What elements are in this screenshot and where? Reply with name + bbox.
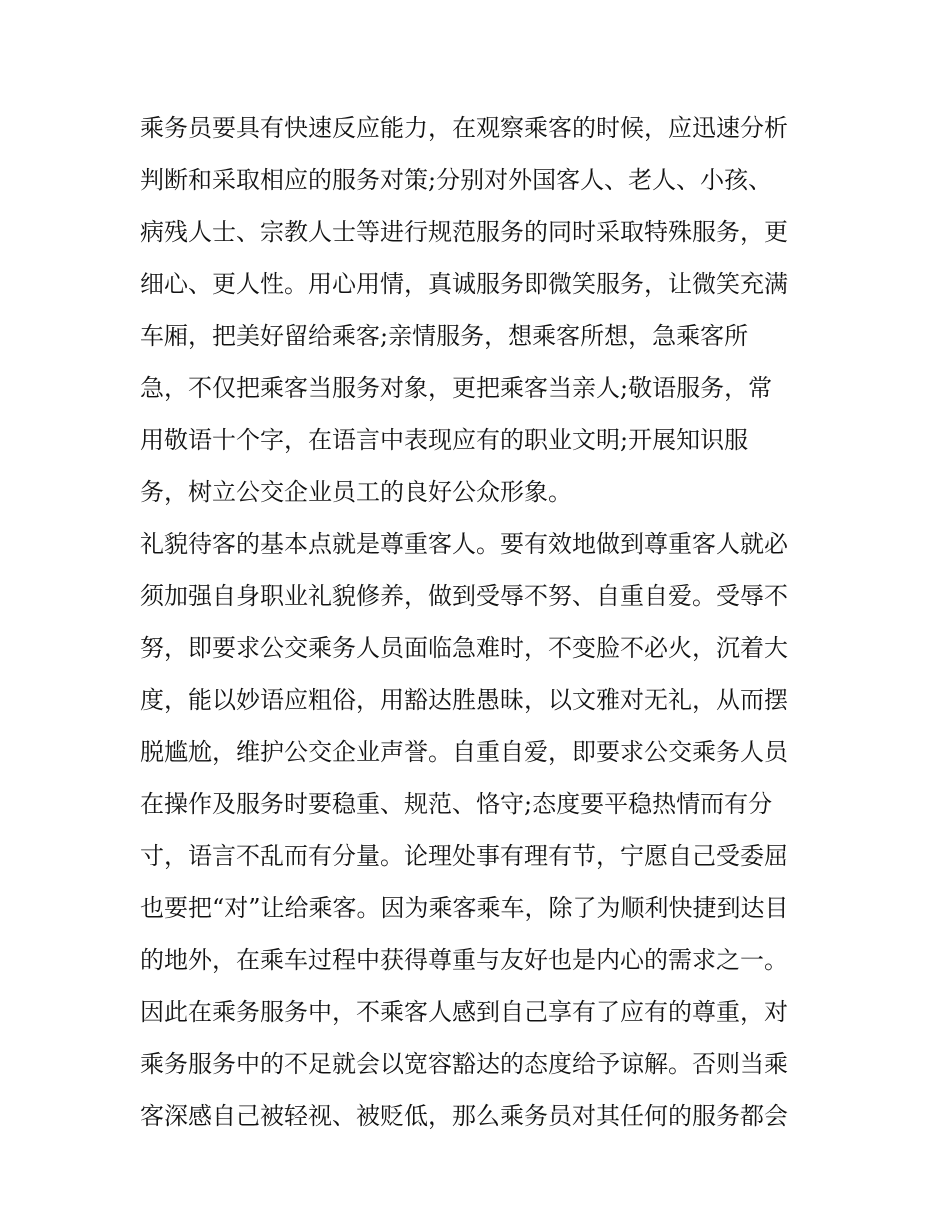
text-line: 病残人士、宗教人士等进行规范服务的同时采取特殊服务，更	[140, 218, 788, 246]
paragraph-service-skills	[140, 102, 820, 518]
text-line: 车厢，把美好留给乘客;亲情服务，想乘客所想，急乘客所	[140, 322, 749, 350]
text-line: 的地外，在乘车过程中获得尊重与友好也是内心的需求之一。	[140, 946, 788, 974]
text-line: 乘务员要具有快速反应能力，在观察乘客的时候，应迅速分析	[140, 114, 788, 142]
text-line: 细心、更人性。用心用情，真诚服务即微笑服务，让微笑充满	[140, 270, 788, 298]
text-line: 用敬语十个字，在语言中表现应有的职业文明;开展知识服	[140, 426, 749, 454]
text-line: 务，树立公交企业员工的良好公众形象。	[140, 478, 572, 506]
paragraph-courtesy	[140, 518, 820, 1142]
text-line: 度，能以妙语应粗俗，用豁达胜愚昧，以文雅对无礼，从而摆	[140, 686, 788, 714]
text-line: 判断和采取相应的服务对策;分别对外国客人、老人、小孩、	[140, 166, 773, 194]
text-line: 客深感自己被轻视、被贬低，那么乘务员对其任何的服务都会	[140, 1102, 788, 1130]
text-line: 礼貌待客的基本点就是尊重客人。要有效地做到尊重客人就必	[140, 530, 788, 558]
text-line: 在操作及服务时要稳重、规范、恪守;态度要平稳热情而有分	[140, 790, 773, 818]
text-line: 也要把“对”让给乘客。因为乘客乘车，除了为顺利快捷到达目	[140, 894, 789, 922]
text-line: 急，不仅把乘客当服务对象，更把乘客当亲人;敬语服务，常	[140, 374, 773, 402]
text-line: 努，即要求公交乘务人员面临急难时，不变脸不必火，沉着大	[140, 634, 788, 662]
text-line: 寸，语言不乱而有分量。论理处事有理有节，宁愿自己受委屈	[140, 842, 788, 870]
text-line: 须加强自身职业礼貌修养，做到受辱不努、自重自爱。受辱不	[140, 582, 788, 610]
text-line: 因此在乘务服务中，不乘客人感到自己享有了应有的尊重，对	[140, 998, 788, 1026]
document-body	[140, 102, 820, 1142]
text-line: 脱尴尬，维护公交企业声誉。自重自爱，即要求公交乘务人员	[140, 738, 788, 766]
text-line: 乘务服务中的不足就会以宽容豁达的态度给予谅解。否则当乘	[140, 1050, 788, 1078]
